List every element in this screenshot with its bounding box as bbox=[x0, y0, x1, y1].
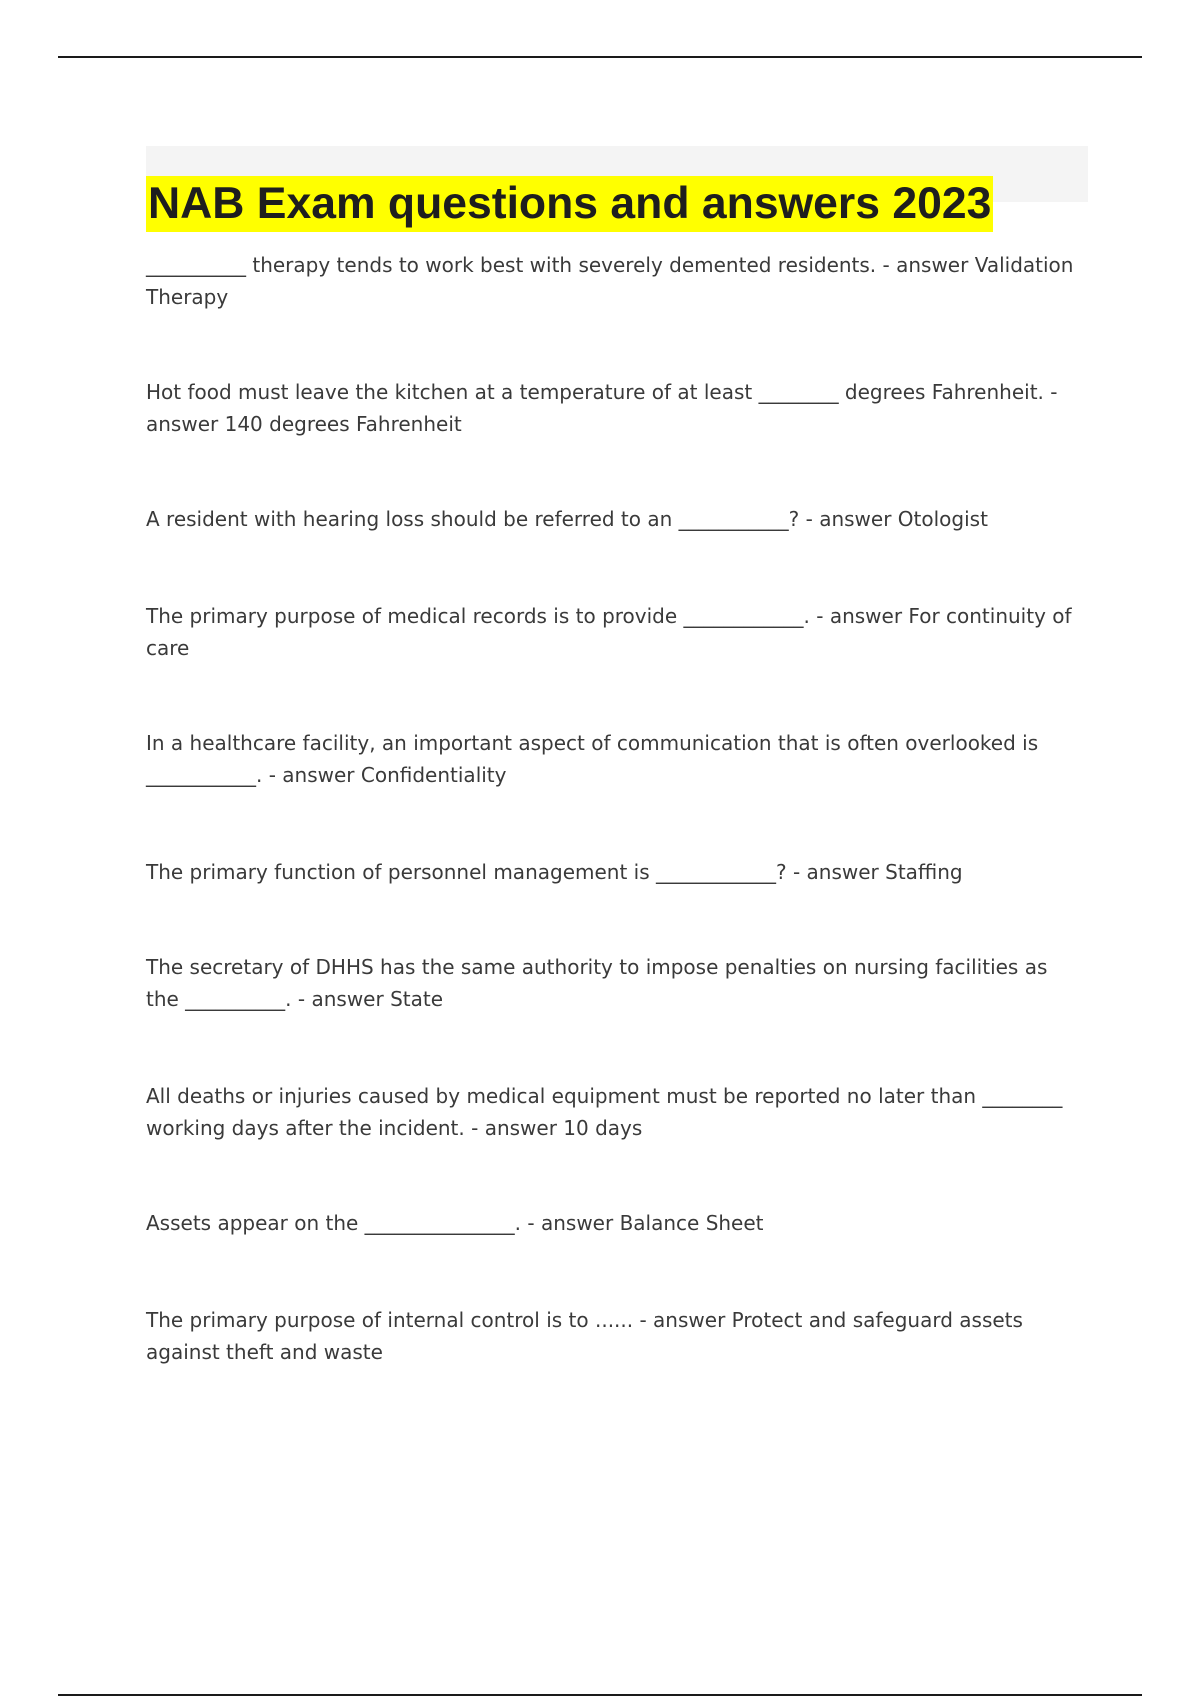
qa-item: The secretary of DHHS has the same authority to impose penalties on nursing facilities as the __________. - answer State bbox=[146, 955, 1048, 1011]
qa-item: The primary function of personnel management is ____________? - answer Staffing bbox=[146, 860, 963, 884]
qa-item: In a healthcare facility, an important aspect of communication that is often overlooked is ___________. - answer Confidentiality bbox=[146, 731, 1039, 787]
qa-item: A resident with hearing loss should be referred to an ___________? - answer Otologist bbox=[146, 507, 988, 531]
page-title: NAB Exam questions and answers 2023 bbox=[146, 176, 993, 232]
qa-item: All deaths or injuries caused by medical equipment must be reported no later than ________ working days after the incident. - answer 10 days bbox=[146, 1084, 1063, 1140]
header-rule bbox=[58, 56, 1142, 58]
footer-rule bbox=[58, 1694, 1142, 1696]
qa-item: Hot food must leave the kitchen at a temperature of at least ________ degrees Fahrenheit. - answer 140 degrees Fahrenheit bbox=[146, 380, 1058, 436]
qa-item: The primary purpose of medical records is to provide ____________. - answer For continuity of care bbox=[146, 604, 1072, 660]
qa-item: __________ therapy tends to work best with severely demented residents. - answer Validation Therapy bbox=[146, 253, 1074, 309]
qa-item: The primary purpose of internal control is to ...... - answer Protect and safeguard assets against theft and waste bbox=[146, 1308, 1023, 1364]
qa-item: Assets appear on the _______________. - answer Balance Sheet bbox=[146, 1211, 764, 1235]
